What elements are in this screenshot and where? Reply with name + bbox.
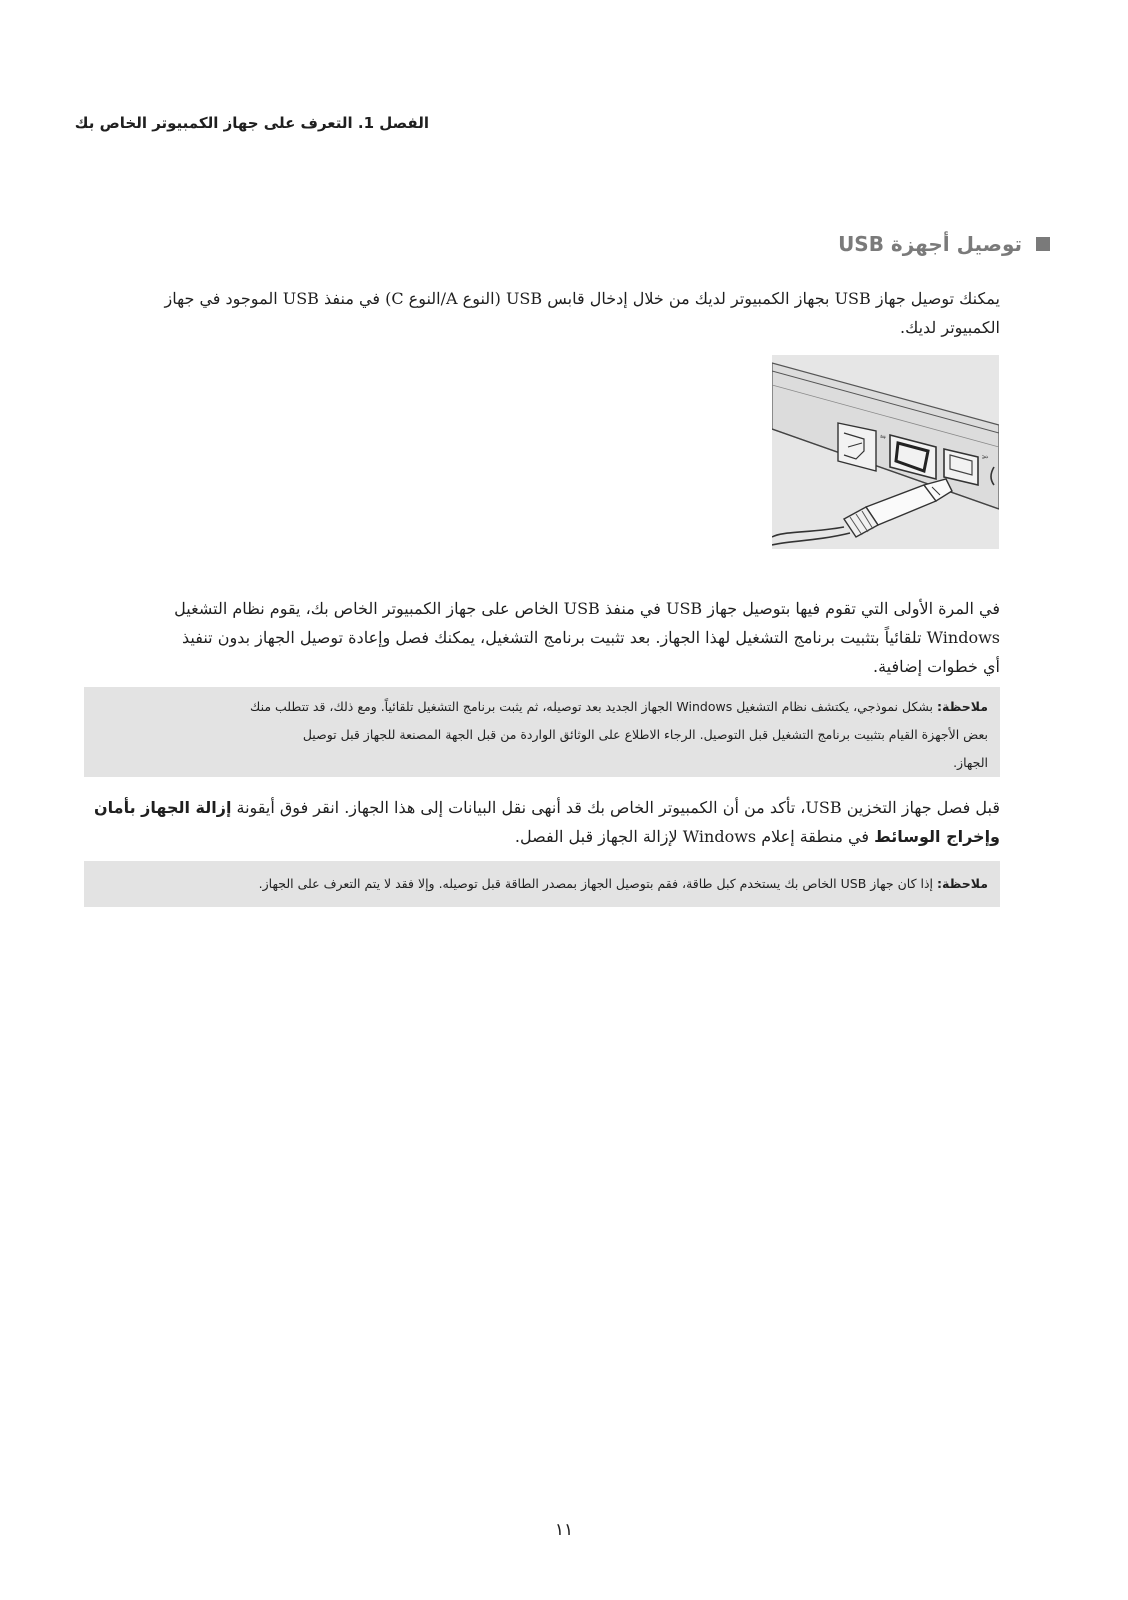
note-label: ملاحظة: <box>937 699 988 714</box>
usb-plug-icon <box>772 479 952 545</box>
page-number: ١١ <box>554 1520 574 1540</box>
note-line <box>96 870 988 898</box>
svg-text:⇋: ⇋ <box>880 433 886 441</box>
note-label: ملاحظة: <box>937 876 988 891</box>
detach-text: في منطقة إعلام Windows لإزالة الجهاز قبل الفصل. <box>514 827 869 846</box>
port-ethernet-icon <box>838 423 876 471</box>
svg-text:⭃: ⭃ <box>982 452 989 461</box>
safely-remove-label: إزالة الجهاز بأمان <box>94 798 232 817</box>
note-text: بشكل نموذجي، يكتشف نظام التشغيل Windows الجهاز الجديد بعد توصيله، ثم يثبت برنامج التشغيل تلقائياً. ومع ذلك، قد تتطلب منك <box>250 699 934 714</box>
detach-paragraph <box>84 793 1000 851</box>
detach-text: قبل فصل جهاز التخزين USB، تأكد من أن الكمبيوتر الخاص بك قد أنهى نقل البيانات إلى هذا الجهاز. انقر فوق أيقونة <box>236 798 1000 817</box>
note-box-power <box>84 861 1000 907</box>
usb-first-connect-paragraph <box>84 594 1000 681</box>
intro-paragraph <box>84 284 1000 342</box>
square-bullet-icon <box>1036 237 1050 251</box>
intro-line: الكمبيوتر لديك. <box>900 318 1000 337</box>
section-heading-text: توصيل أجهزة USB <box>838 232 1022 256</box>
note-line: بعض الأجهزة القيام بتثبيت برنامج التشغيل قبل التوصيل. الرجاء الاطلاع على الوثائق الواردة من قبل الجهة المصنعة للجهاز قبل توصيل <box>302 727 988 742</box>
detach-line <box>84 822 1000 851</box>
body-line: أي خطوات إضافية. <box>873 657 1000 676</box>
section-heading <box>518 232 1022 256</box>
body-line: في المرة الأولى التي تقوم فيها بتوصيل جهاز USB في منفذ USB الخاص على جهاز الكمبيوتر الخاص بك، يقوم نظام التشغيل <box>174 599 1000 618</box>
detach-line <box>84 793 1000 822</box>
note-box-driver <box>84 687 1000 777</box>
intro-line: يمكنك توصيل جهاز USB بجهاز الكمبيوتر لديك من خلال إدخال قابس USB (النوع A/النوع C) في منفذ USB الموجود في جهاز <box>164 289 1000 308</box>
note-line <box>96 693 988 721</box>
eject-media-label: وإخراج الوسائط <box>874 827 1000 846</box>
note-text: إذا كان جهاز USB الخاص بك يستخدم كبل طاقة، فقم بتوصيل الجهاز بمصدر الطاقة قبل توصيله. وإلا فقد لا يتم التعرف على الجهاز. <box>258 876 934 891</box>
chapter-title: الفصل 1. التعرف على جهاز الكمبيوتر الخاص بك <box>74 114 429 132</box>
body-line: Windows تلقائياً بتثبيت برنامج التشغيل لهذا الجهاز. بعد تثبيت برنامج التشغيل، يمكنك فصل وإعادة توصيل الجهاز بدون تنفيذ <box>182 628 1000 647</box>
usb-port-illustration <box>772 355 999 549</box>
note-line: الجهاز. <box>953 755 988 770</box>
usb-port-figure-svg <box>772 355 999 549</box>
